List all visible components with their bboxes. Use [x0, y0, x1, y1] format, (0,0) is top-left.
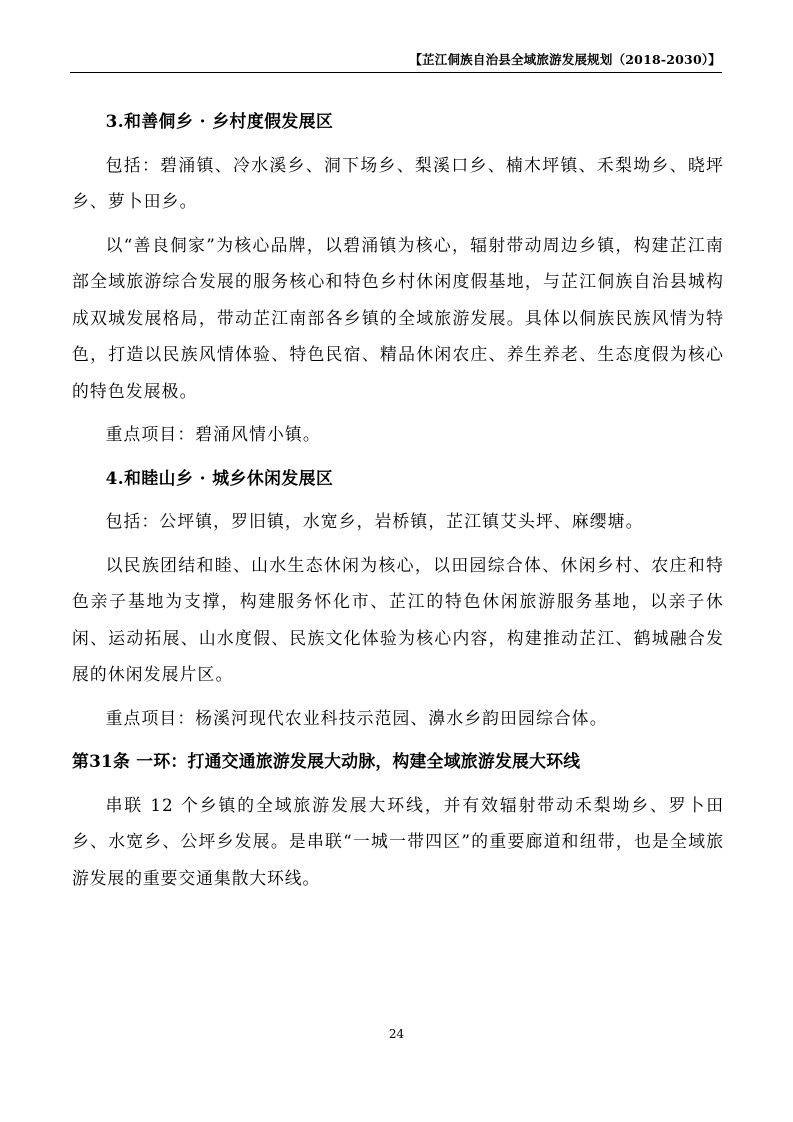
spacer: [72, 409, 724, 416]
spacer: [72, 496, 724, 503]
header-rule: [70, 72, 722, 73]
article31-heading: 第31条 一环：打通交通旅游发展大动脉，构建全域旅游发展大环线: [72, 751, 581, 771]
section4-projects: 重点项目：杨溪河现代农业科技示范园、濞水乡韵田园综合体。: [105, 707, 608, 728]
spacer: [72, 780, 724, 787]
spacer: [72, 693, 724, 700]
spacer: [72, 453, 724, 460]
section4-scope: 包括：公坪镇，罗旧镇，水宽乡，岩桥镇，芷江镇艾头坪、麻缨塘。: [105, 511, 644, 531]
spacer: [72, 140, 724, 147]
page-body: [72, 103, 724, 896]
section3-projects: 重点项目：碧涌风情小镇。: [105, 424, 321, 444]
section4-description: 以民族团结和睦、山水生态休闲为核心，以田园综合体、休闲乡村、农庄和特色亲子基地为支撑，构建服务怀化市、芷江的特色休闲旅游服务基地，以亲子休闲、运动拓展、山水度假、民族文化体验为核心内容，构建推动芷江、鹤城融合发展的休闲发展片区。: [72, 554, 724, 684]
spacer: [72, 736, 724, 743]
running-header: 【芷江侗族自治县全域旅游发展规划（2018-2030）】: [409, 52, 721, 67]
spacer: [72, 220, 724, 227]
section3-description: 以“善良侗家”为核心品牌，以碧涌镇为核心，辐射带动周边乡镇，构建芷江南部全域旅游综合发展的服务核心和特色乡村休闲度假基地，与芷江侗族自治县城构成双城发展格局，带动芷江南部各乡镇的全域旅游发展。具体以侗族民族风情为特色，打造以民族风情体验、特色民宿、精品休闲农庄、养生养老、生态度假为核心的特色发展极。: [72, 234, 724, 401]
section4-heading: 4.和睦山乡 · 城乡休闲发展区: [105, 467, 334, 488]
section3-heading: 3.和善侗乡 · 乡村度假发展区: [105, 111, 334, 131]
section3-scope: 包括：碧涌镇、冷水溪乡、洞下场乡、梨溪口乡、楠木坪镇、禾梨坳乡、晓坪乡、萝卜田乡。: [72, 154, 724, 211]
spacer: [72, 540, 724, 547]
article31-description: 串联 12 个乡镇的全域旅游发展大环线，并有效辐射带动禾梨坳乡、罗卜田乡、水宽乡、公坪乡发展。是串联“一城一带四区”的重要廊道和纽带，也是全域旅游发展的重要交通集散大环线。: [72, 794, 724, 888]
page-number: 24: [388, 1027, 405, 1041]
